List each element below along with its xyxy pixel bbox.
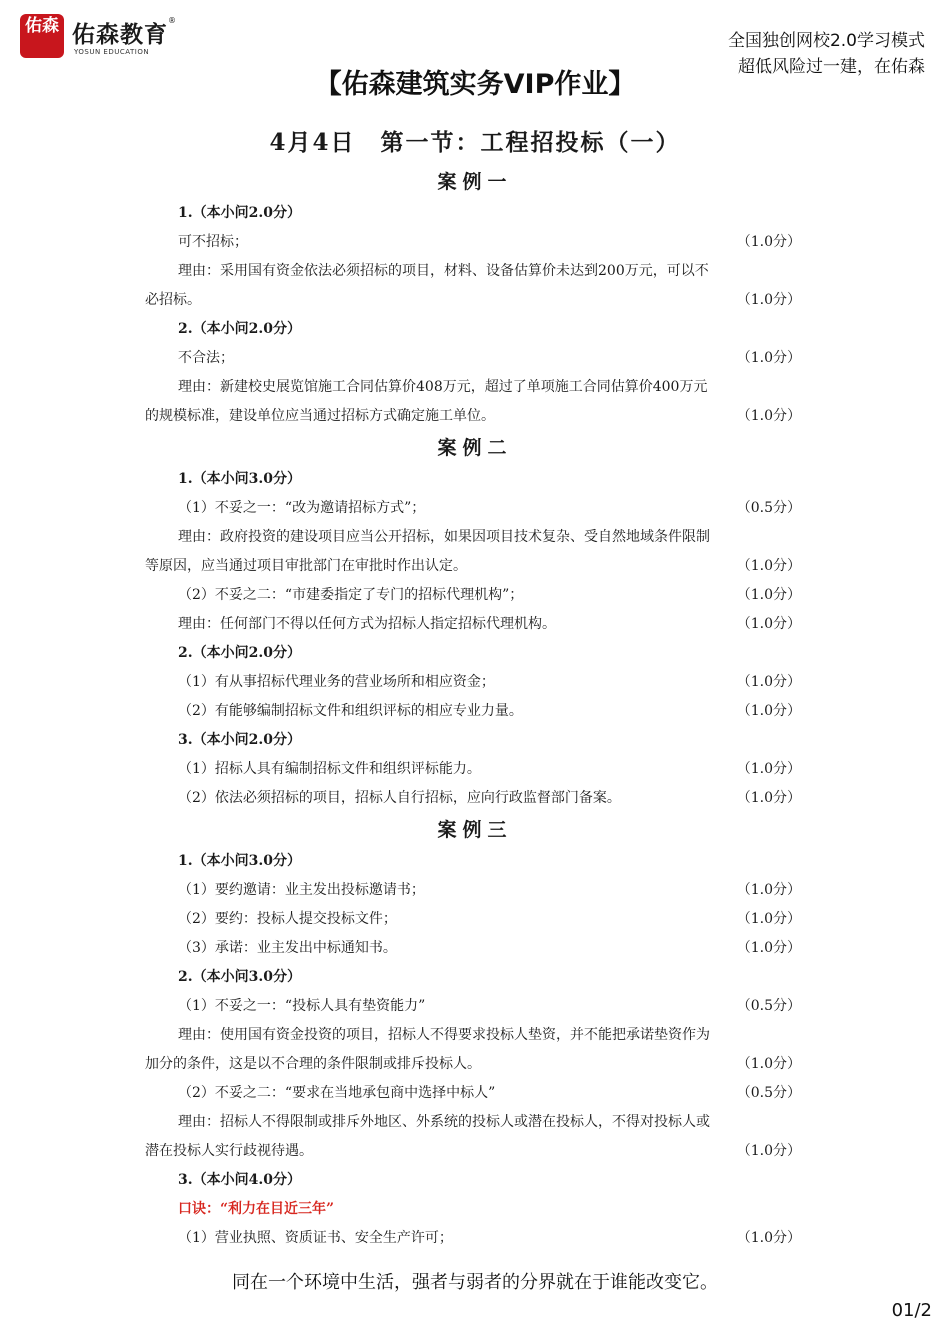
answer-line (145, 402, 805, 431)
score-label: （1.0分） (736, 558, 801, 574)
answer-content (145, 165, 805, 1253)
line-text: 加分的条件，这是以不合理的条件限制或排斥投标人。 (145, 1056, 481, 1072)
score-label: （1.0分） (736, 616, 801, 632)
line-text: 理由：任何部门不得以任何方式为招标人指定招标代理机构。 (178, 616, 556, 632)
line-text: 理由：新建校史展览馆施工合同估算价408万元，超过了单项施工合同估算价400万元 (178, 379, 708, 395)
line-text: 理由：采用国有资金依法必须招标的项目，材料、设备估算价未达到200万元，可以不 (178, 263, 709, 279)
answer-line (145, 992, 805, 1021)
question-heading (145, 199, 805, 228)
mnemonic-line (145, 1195, 805, 1224)
score-label: （1.0分） (736, 1143, 801, 1159)
score-label: （1.0分） (736, 292, 801, 308)
answer-line (145, 1224, 805, 1253)
brand-logo (20, 14, 176, 62)
line-text: （2）要约：投标人提交投标文件； (178, 911, 397, 927)
line-text: （2）不妥之二：“市建委指定了专门的招标代理机构”； (178, 587, 524, 603)
line-text: 潜在投标人实行歧视待遇。 (145, 1143, 313, 1159)
line-text: 不合法； (178, 350, 234, 366)
slogan-line-2: 超低风险过一建，在佑森 (738, 57, 925, 77)
answer-line (145, 1108, 805, 1137)
line-text: 2.（本小问2.0分） (178, 321, 301, 337)
score-label: （1.0分） (736, 350, 801, 366)
answer-line (145, 552, 805, 581)
line-text: 理由：招标人不得限制或排斥外地区、外系统的投标人或潜在投标人，不得对投标人或 (178, 1114, 710, 1130)
score-label: （1.0分） (736, 587, 801, 603)
answer-line (145, 784, 805, 813)
page-number: 01/2 (891, 1300, 932, 1321)
answer-line (145, 373, 805, 402)
score-label: （1.0分） (736, 761, 801, 777)
question-heading (145, 726, 805, 755)
line-text: （1）不妥之一：“改为邀请招标方式”； (178, 500, 426, 516)
answer-line (145, 876, 805, 905)
answer-line (145, 1137, 805, 1166)
answer-line (145, 905, 805, 934)
line-text: （2）不妥之二：“要求在当地承包商中选择中标人” (178, 1085, 496, 1101)
answer-line (145, 228, 805, 257)
section-title: 4月4日 第一节：工程招投标（一） (269, 129, 681, 156)
line-text: 2.（本小问3.0分） (178, 969, 301, 985)
line-text: 理由：使用国有资金投资的项目，招标人不得要求投标人垫资，并不能把承诺垫资作为 (178, 1027, 710, 1043)
score-label: （1.0分） (736, 674, 801, 690)
logo-subtitle: YOSUN EDUCATION (74, 48, 150, 56)
logo-badge: 佑森 (20, 14, 64, 58)
line-text: （1）营业执照、资质证书、安全生产许可； (178, 1230, 453, 1246)
line-text: （1）不妥之一：“投标人具有垫资能力” (178, 998, 426, 1014)
question-heading (145, 315, 805, 344)
line-text: 可不招标； (178, 234, 248, 250)
answer-line (145, 286, 805, 315)
slogan-line-1: 全国独创网校2.0学习模式 (727, 31, 925, 51)
line-text: 理由：政府投资的建设项目应当公开招标，如果因项目技术复杂、受自然地域条件限制 (178, 529, 710, 545)
line-text: 3.（本小问4.0分） (178, 1172, 301, 1188)
answer-line (145, 668, 805, 697)
footer-quote: 同在一个环境中生活，强者与弱者的分界就在于谁能改变它。 (232, 1272, 718, 1293)
line-text: （2）依法必须招标的项目，招标人自行招标，应向行政监督部门备案。 (178, 790, 621, 806)
answer-line (145, 934, 805, 963)
line-text: 的规模标准，建设单位应当通过招标方式确定施工单位。 (145, 408, 495, 424)
case-heading: 案例三 (437, 819, 513, 841)
question-heading (145, 847, 805, 876)
score-label: （1.0分） (736, 408, 801, 424)
answer-line (145, 755, 805, 784)
line-text: （1）有从事招标代理业务的营业场所和相应资金； (178, 674, 495, 690)
score-label: （0.5分） (736, 1085, 801, 1101)
line-text: 1.（本小问3.0分） (178, 471, 301, 487)
line-text: 必招标。 (145, 292, 201, 308)
answer-line (145, 697, 805, 726)
answer-line (145, 1021, 805, 1050)
answer-line (145, 344, 805, 373)
line-text: 口诀：“利力在目近三年” (178, 1201, 335, 1217)
line-text: 2.（本小问2.0分） (178, 645, 301, 661)
line-text: （2）有能够编制招标文件和组织评标的相应专业力量。 (178, 703, 523, 719)
score-label: （1.0分） (736, 940, 801, 956)
line-text: 3.（本小问2.0分） (178, 732, 301, 748)
question-heading (145, 465, 805, 494)
answer-line (145, 494, 805, 523)
case-heading: 案例一 (437, 171, 513, 193)
score-label: （1.0分） (736, 911, 801, 927)
registered-mark: ® (168, 16, 176, 25)
score-label: （1.0分） (736, 1056, 801, 1072)
answer-line (145, 523, 805, 552)
score-label: （1.0分） (736, 790, 801, 806)
answer-line (145, 1050, 805, 1079)
line-text: 等原因，应当通过项目审批部门在审批时作出认定。 (145, 558, 467, 574)
question-heading (145, 639, 805, 668)
line-text: 1.（本小问3.0分） (178, 853, 301, 869)
line-text: 1.（本小问2.0分） (178, 205, 301, 221)
answer-line (145, 610, 805, 639)
logo-name: 佑森教育 (72, 22, 168, 48)
answer-line (145, 1079, 805, 1108)
line-text: （1）要约邀请：业主发出投标邀请书； (178, 882, 425, 898)
score-label: （1.0分） (736, 234, 801, 250)
line-text: （1）招标人具有编制招标文件和组织评标能力。 (178, 761, 481, 777)
document-title: 【佑森建筑实务VIP作业】 (314, 69, 636, 100)
score-label: （1.0分） (736, 703, 801, 719)
case-heading: 案例二 (437, 437, 513, 459)
score-label: （0.5分） (736, 998, 801, 1014)
question-heading (145, 1166, 805, 1195)
line-text: （3）承诺：业主发出中标通知书。 (178, 940, 397, 956)
score-label: （0.5分） (736, 500, 801, 516)
score-label: （1.0分） (736, 1230, 801, 1246)
score-label: （1.0分） (736, 882, 801, 898)
answer-line (145, 257, 805, 286)
answer-line (145, 581, 805, 610)
question-heading (145, 963, 805, 992)
